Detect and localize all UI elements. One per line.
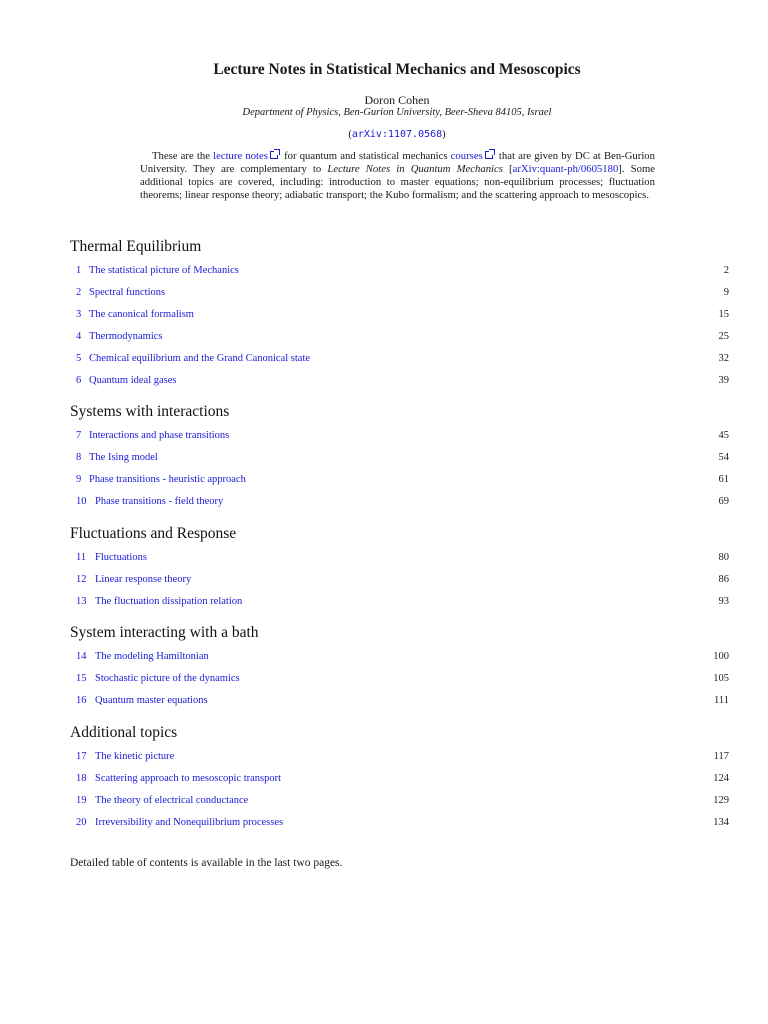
toc-page: 117 <box>713 751 729 762</box>
toc-title[interactable]: Quantum ideal gases <box>89 375 177 386</box>
abstract-text: ]. Some additional topics are covered, including: introduction to master equations; non-equilibrium processes; fluctuation theorems; linear response theory; adiabatic transport; the Kubo formalism; and the scattering approach to mesoscopics. <box>140 163 656 201</box>
courses-link[interactable]: courses <box>450 150 483 162</box>
section-heading: System interacting with a bath <box>70 624 259 641</box>
toc-entry[interactable] <box>70 552 735 566</box>
section-heading: Systems with interactions <box>70 403 230 420</box>
toc-page: 80 <box>718 552 729 563</box>
toc-number[interactable]: 1 <box>76 265 82 276</box>
toc-number[interactable]: 18 <box>76 773 87 784</box>
toc-entry[interactable] <box>70 430 735 444</box>
toc-entry[interactable] <box>70 795 735 809</box>
toc-number[interactable]: 5 <box>76 353 82 364</box>
toc-number[interactable]: 19 <box>76 795 87 806</box>
toc-title[interactable]: The kinetic picture <box>95 751 175 762</box>
toc-page: 86 <box>718 574 729 585</box>
toc-page: 32 <box>718 353 729 364</box>
toc-entry[interactable] <box>70 574 735 588</box>
arxiv-close-paren: ) <box>442 129 446 140</box>
toc-number[interactable]: 7 <box>76 430 82 441</box>
toc-page: 129 <box>713 795 729 806</box>
toc-title[interactable]: The theory of electrical conductance <box>95 795 249 806</box>
toc-number[interactable]: 10 <box>76 496 87 507</box>
toc-title[interactable]: Scattering approach to mesoscopic transport <box>95 773 282 784</box>
toc-number[interactable]: 12 <box>76 574 87 585</box>
lecture-notes-link[interactable]: lecture notes <box>213 150 268 162</box>
arxiv-reference <box>0 129 768 140</box>
toc-number[interactable]: 2 <box>76 287 82 298</box>
toc-page: 61 <box>718 474 729 485</box>
quant-ph-link[interactable]: arXiv:quant-ph/0605180 <box>512 163 619 175</box>
footer-note: Detailed table of contents is available in the last two pages. <box>70 857 343 869</box>
section-heading: Thermal Equilibrium <box>70 238 202 255</box>
toc-page: 124 <box>713 773 729 784</box>
toc-entry[interactable] <box>70 817 735 831</box>
arxiv-open-paren: ( <box>348 129 352 140</box>
arxiv-link[interactable]: arXiv:1107.0568 <box>351 129 443 140</box>
toc-entry[interactable] <box>70 331 735 345</box>
toc-entry[interactable] <box>70 265 735 279</box>
toc-entry[interactable] <box>70 496 735 510</box>
abstract <box>140 150 655 202</box>
toc-page: 93 <box>718 596 729 607</box>
author-name: Doron Cohen <box>364 93 430 107</box>
toc-entry[interactable] <box>70 309 735 323</box>
toc-entry[interactable] <box>70 596 735 610</box>
toc-page: 25 <box>718 331 729 342</box>
quantum-notes-title: Lecture Notes in Quantum Mechanics <box>327 163 503 175</box>
toc-number[interactable]: 8 <box>76 452 82 463</box>
toc-title[interactable]: Spectral functions <box>89 287 166 298</box>
toc-title[interactable]: Phase transitions - field theory <box>95 496 224 507</box>
toc-title[interactable]: The canonical formalism <box>89 309 194 320</box>
external-link-icon[interactable] <box>485 151 493 159</box>
toc-page: 100 <box>713 651 729 662</box>
author-affiliation: Department of Physics, Ben-Gurion University, Beer-Sheva 84105, Israel <box>242 107 552 118</box>
toc-title[interactable]: Fluctuations <box>95 552 147 563</box>
toc-page: 15 <box>718 309 729 320</box>
toc-title[interactable]: Irreversibility and Nonequilibrium processes <box>95 817 284 828</box>
toc-number[interactable]: 14 <box>76 651 87 662</box>
toc-number[interactable]: 4 <box>76 331 82 342</box>
external-link-icon[interactable] <box>270 151 278 159</box>
toc-number[interactable]: 20 <box>76 817 87 828</box>
toc-page: 45 <box>718 430 729 441</box>
toc-entry[interactable] <box>70 474 735 488</box>
toc-page: 2 <box>723 265 729 276</box>
section-heading: Additional topics <box>70 724 178 741</box>
toc-title[interactable]: Thermodynamics <box>89 331 163 342</box>
toc-entry[interactable] <box>70 673 735 687</box>
toc-title[interactable]: Stochastic picture of the dynamics <box>95 673 240 684</box>
toc-number[interactable]: 17 <box>76 751 87 762</box>
toc-title[interactable]: The modeling Hamiltonian <box>95 651 209 662</box>
toc-title[interactable]: Interactions and phase transitions <box>89 430 230 441</box>
section-heading: Fluctuations and Response <box>70 525 237 542</box>
toc-page: 111 <box>714 695 729 706</box>
toc-page: 105 <box>713 673 729 684</box>
toc-entry[interactable] <box>70 651 735 665</box>
toc-number[interactable]: 15 <box>76 673 87 684</box>
abstract-text: [ <box>502 163 513 175</box>
document-title: Lecture Notes in Statistical Mechanics and Mesoscopics <box>213 61 581 78</box>
abstract-text: These are the <box>152 150 214 162</box>
toc-entry[interactable] <box>70 751 735 765</box>
toc-number[interactable]: 16 <box>76 695 87 706</box>
toc-page: 69 <box>718 496 729 507</box>
abstract-text: that are given by DC at Ben-Gurion University. They are complementary to <box>140 150 655 175</box>
toc-number[interactable]: 6 <box>76 375 82 386</box>
toc-entry[interactable] <box>70 773 735 787</box>
toc-title[interactable]: The statistical picture of Mechanics <box>89 265 239 276</box>
toc-number[interactable]: 11 <box>76 552 87 563</box>
toc-number[interactable]: 3 <box>76 309 82 320</box>
toc-title[interactable]: Phase transitions - heuristic approach <box>89 474 246 485</box>
toc-entry[interactable] <box>70 353 735 367</box>
toc-title[interactable]: The fluctuation dissipation relation <box>95 596 243 607</box>
toc-title[interactable]: Chemical equilibrium and the Grand Canonical state <box>89 353 311 364</box>
toc-title[interactable]: Linear response theory <box>95 574 192 585</box>
toc-page: 54 <box>718 452 729 463</box>
abstract-text: for quantum and statistical mechanics <box>280 150 451 162</box>
toc-entry[interactable] <box>70 287 735 301</box>
toc-page: 134 <box>713 817 729 828</box>
toc-title[interactable]: The Ising model <box>89 452 158 463</box>
toc-entry[interactable] <box>70 695 735 709</box>
toc-number[interactable]: 13 <box>76 596 87 607</box>
toc-number[interactable]: 9 <box>76 474 82 485</box>
toc-page: 39 <box>718 375 729 386</box>
toc-page: 9 <box>723 287 729 298</box>
toc-title[interactable]: Quantum master equations <box>95 695 208 706</box>
toc-entry[interactable] <box>70 375 735 389</box>
toc-entry[interactable] <box>70 452 735 466</box>
